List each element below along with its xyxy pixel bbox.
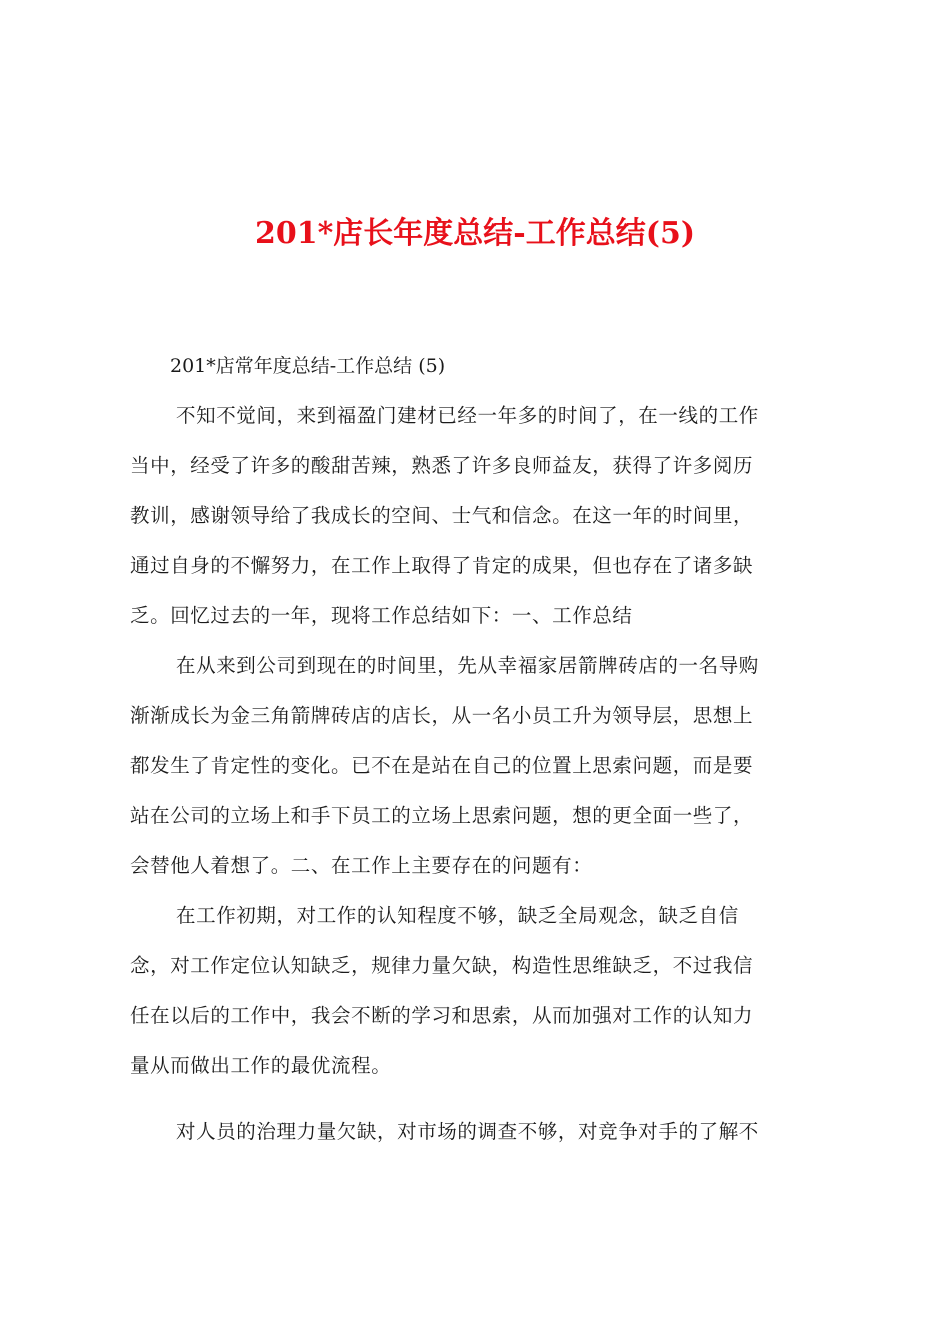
document-subtitle: 201*店常年度总结-工作总结 (5) <box>170 355 446 377</box>
paragraph-line: 会替他人着想了。二、在工作上主要存在的问题有： <box>130 854 593 877</box>
paragraph-line: 不知不觉间，来到福盈门建材已经一年多的时间了，在一线的工作 <box>176 404 759 427</box>
paragraph-line: 站在公司的立场上和手下员工的立场上思索问题，想的更全面一些了， <box>130 804 754 827</box>
paragraph-line: 在从来到公司到现在的时间里，先从幸福家居箭牌砖店的一名导购 <box>176 654 759 677</box>
paragraph-line: 对人员的治理力量欠缺，对市场的调查不够，对竞争对手的了解不 <box>176 1120 759 1143</box>
paragraph-line: 都发生了肯定性的变化。已不在是站在自己的位置上思索问题，而是要 <box>130 754 754 777</box>
paragraph-line: 通过自身的不懈努力，在工作上取得了肯定的成果，但也存在了诸多缺 <box>130 554 754 577</box>
paragraph-line: 念，对工作定位认知缺乏，规律力量欠缺，构造性思维缺乏，不过我信 <box>130 954 754 977</box>
paragraph-line: 渐渐成长为金三角箭牌砖店的店长，从一名小员工升为领导层，思想上 <box>130 704 754 727</box>
paragraph-line: 乏。回忆过去的一年，现将工作总结如下：一、工作总结 <box>130 604 633 627</box>
paragraph-line: 在工作初期，对工作的认知程度不够，缺乏全局观念，缺乏自信 <box>176 904 739 927</box>
paragraph-line: 教训，感谢领导给了我成长的空间、士气和信念。在这一年的时间里， <box>130 504 754 527</box>
paragraph-line: 量从而做出工作的最优流程。 <box>130 1054 392 1077</box>
paragraph-4 <box>130 1116 830 1166</box>
document-body <box>130 346 830 1166</box>
paragraph-2 <box>130 650 830 900</box>
document-title: 201*店长年度总结-工作总结(5) <box>254 216 696 251</box>
paragraph-1 <box>130 400 830 650</box>
paragraph-line: 当中，经受了许多的酸甜苦辣，熟悉了许多良师益友，获得了许多阅历 <box>130 454 754 477</box>
paragraph-line: 任在以后的工作中，我会不断的学习和思索，从而加强对工作的认知力 <box>130 1004 754 1027</box>
paragraph-3 <box>130 900 830 1100</box>
